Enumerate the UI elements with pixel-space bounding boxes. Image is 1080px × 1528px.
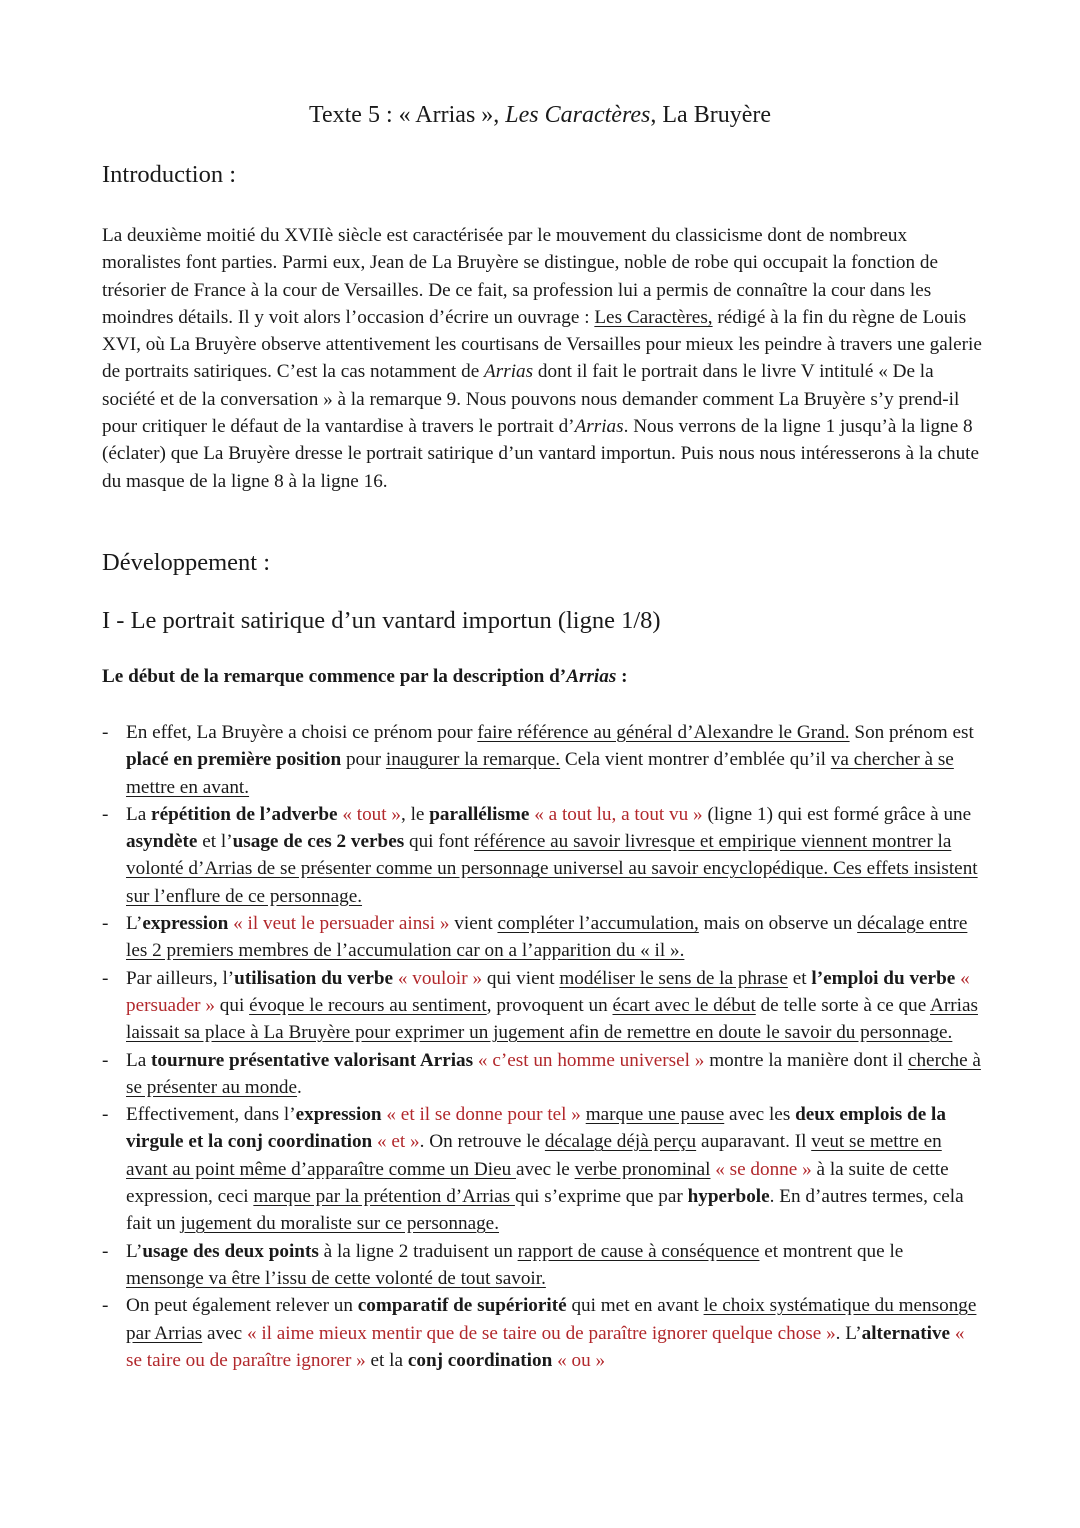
text-run: dont il fait le portrait dans le livre V intitulé « De la société et de la conversation » à la remarque 9. Nous pouvons nous demander comment La Bruyère s’y prend-il pour critiquer le défaut de la vantardise à travers le portrait d’ (102, 361, 960, 438)
underlined-text: modéliser le sens de la phrase (559, 967, 788, 989)
bold-term: utilisation du verbe (234, 967, 394, 989)
quotation-text: « persuader » (126, 967, 970, 1016)
bullet-text (126, 801, 982, 910)
text-run: L’ (126, 1240, 143, 1262)
text-run: . L’ (835, 1322, 862, 1344)
bullet-text (126, 1292, 982, 1374)
text-run: montre la manière dont il (704, 1049, 908, 1071)
introduction-paragraph (102, 222, 982, 495)
underlined-text: évoque le recours au sentiment (249, 994, 487, 1016)
subheading-italic-name: Arrias (566, 666, 617, 687)
underlined-text: marque par la prétention d’Arrias (253, 1186, 515, 1208)
bold-term: deux emplois de la virgule et la conj coordination (126, 1104, 946, 1153)
italic-text: Arrias (574, 416, 624, 438)
text-run: avec (202, 1322, 247, 1344)
bold-term: comparatif de supériorité (357, 1295, 567, 1317)
text-run: et (787, 967, 812, 989)
section-subheading (102, 666, 628, 688)
underlined-text: rapport de cause à conséquence (517, 1240, 760, 1262)
text-run: . (297, 1076, 302, 1098)
quotation-text: « et il se donne pour tel » (381, 1104, 581, 1126)
text-run: qui s’exprime que par (514, 1186, 688, 1208)
bullet-dash: - (102, 1104, 109, 1126)
bold-term: expression (295, 1104, 382, 1126)
underlined-text: jugement du moraliste sur ce personnage. (180, 1213, 499, 1235)
text-run: et montrent que le (759, 1240, 904, 1262)
text-run: . On retrouve le (419, 1131, 545, 1153)
bold-term: asyndète (126, 831, 198, 853)
bullet-dash: - (102, 1295, 109, 1317)
text-run: La deuxième moitié du XVIIè siècle est caractérisée par le mouvement du classicisme dont de nombreux moralistes font parties. Parmi eux, Jean de La Bruyère se distingue, noble de robe qui occupait la fonction de trésorier de France à la cour de Versailles. De ce fait, sa profession lui a permis de connaître la cour dans les moindres détails. Il y voit alors l’occasion d’écrire un ouvrage : (102, 225, 939, 328)
bullet-text (126, 965, 982, 1047)
bullet-item (102, 910, 982, 965)
bullet-item (102, 801, 982, 910)
introduction-heading: Introduction : (102, 161, 237, 188)
text-run: qui (214, 994, 250, 1016)
bold-term: usage des deux points (142, 1240, 319, 1262)
underlined-text: inaugurer la remarque. (385, 749, 561, 771)
text-run: à la ligne 2 traduisent un (318, 1240, 518, 1262)
text-run: avec le (516, 1158, 575, 1180)
text-run: auparavant. Il (696, 1131, 812, 1153)
underlined-text: le choix systématique du mensonge par Arrias (126, 1295, 977, 1344)
bullet-dash: - (102, 967, 109, 989)
bold-term: répétition de l’adverbe (151, 803, 338, 825)
underlined-text: compléter l’accumulation, (497, 913, 699, 935)
text-run: qui met en avant (566, 1295, 704, 1317)
text-run: , provoquent un (486, 994, 613, 1016)
bullet-text (126, 719, 982, 801)
quotation-text: « il veut le persuader ainsi » (228, 913, 450, 935)
text-run: à la suite de cette expression, ceci (126, 1158, 949, 1208)
quotation-text: « ou » (552, 1349, 606, 1371)
italic-text: Arrias (484, 361, 534, 383)
underlined-text: décalage déjà perçu (544, 1131, 697, 1153)
bullet-dash: - (102, 803, 109, 825)
bullet-text (126, 1238, 982, 1293)
text-run: pour (341, 749, 386, 771)
underlined-text: Arrias laissait sa place à La Bruyère pour exprimer un jugement afin de remettre en doute le savoir du personnage. (126, 994, 978, 1044)
bullet-dash: - (102, 1049, 109, 1071)
text-run: mais on observe un (698, 913, 858, 935)
bullet-item (102, 1101, 982, 1237)
bold-term: placé en première position (126, 749, 342, 771)
text-run: . Nous verrons de la ligne 1 jusqu’à la ligne 8 (éclater) que La Bruyère dresse le portrait satirique d’un vantard importun. Puis nous nous intéresserons à la chute du masque de la ligne 8 à la ligne 16. (102, 416, 980, 492)
part-one-heading: I - Le portrait satirique d’un vantard importun (ligne 1/8) (102, 607, 661, 634)
quotation-text: « se donne » (710, 1158, 812, 1180)
text-run: (ligne 1) qui est formé grâce à une (702, 803, 972, 825)
bullet-text (126, 910, 982, 965)
text-run: qui font (404, 831, 475, 853)
text-run: La (126, 803, 152, 825)
bullet-item (102, 719, 982, 801)
text-run: et la (365, 1349, 408, 1371)
underlined-text: écart avec le début (612, 994, 756, 1016)
bold-term: hyperbole (687, 1186, 770, 1208)
title-book-name: Les Caractères (505, 102, 651, 128)
text-run: Par ailleurs, l’ (126, 967, 235, 989)
text-run: qui vient (482, 967, 560, 989)
text-run: de telle sorte à ce que (755, 994, 930, 1016)
bullet-item (102, 965, 982, 1047)
quotation-text: « il aime mieux mentir que de se taire ou de paraître ignorer quelque chose » (246, 1322, 836, 1344)
text-run: et l’ (197, 831, 233, 853)
bullet-item (102, 1292, 982, 1374)
underlined-text: va chercher à se mettre en avant. (126, 749, 954, 798)
title-text: Texte 5 : « Arrias », (309, 102, 506, 128)
text-run: rédigé à la fin du règne de Louis XVI, où La Bruyère observe attentivement les courtisans de Versailles pour mieux les peindre à travers une galerie de portraits satiriques. C’est la cas notamment de (102, 306, 982, 383)
underlined-text: veut se mettre en avant au point même d’apparaître comme un Dieu (126, 1131, 942, 1180)
underlined-text: mensonge va être l’issu de cette volonté de tout savoir. (126, 1267, 546, 1289)
quotation-text: « a tout lu, a tout vu » (529, 803, 703, 825)
document-title (0, 102, 1080, 129)
text-run: avec les (724, 1104, 796, 1126)
subheading-text: Le début de la remarque commence par la description d’ (102, 666, 567, 687)
bold-term: alternative (861, 1322, 951, 1344)
underlined-text: cherche à se présenter au monde (126, 1049, 981, 1098)
bold-term: tournure présentative valorisant Arrias (151, 1049, 474, 1071)
text-run: Cela vient montrer d’emblée qu’il (560, 749, 831, 771)
underlined-text: faire référence au général d’Alexandre le Grand. (477, 722, 850, 743)
underlined-text: marque une pause (585, 1104, 725, 1126)
bold-term: conj coordination (407, 1349, 553, 1371)
bullet-item (102, 1047, 982, 1102)
bold-term: expression (142, 913, 229, 935)
bullet-text (126, 1101, 982, 1237)
text-run: L’ (126, 913, 143, 935)
bullet-text (126, 1047, 982, 1102)
bold-term: l’emploi du verbe (811, 967, 956, 989)
bold-term: parallélisme (429, 803, 530, 825)
text-run: . En d’autres termes, cela fait un (126, 1186, 964, 1235)
quotation-text: « tout » (337, 803, 401, 825)
quotation-text: « et » (372, 1131, 420, 1153)
text-run: La (126, 1049, 152, 1071)
text-run: vient (449, 913, 498, 935)
underlined-text: verbe pronominal (574, 1158, 711, 1180)
bullet-dash: - (102, 722, 109, 743)
quotation-text: « se taire ou de paraître ignorer » (126, 1322, 965, 1371)
quotation-text: « vouloir » (393, 967, 483, 989)
underlined-text: référence au savoir livresque et empirique viennent montrer la volonté d’Arrias de se présenter comme un personnage universel au savoir encyclopédique. Ces effets insistent sur l’enflure de ce personnage. (126, 831, 978, 907)
text-run: On peut également relever un (126, 1295, 358, 1317)
text-run: Son prénom est (849, 722, 974, 743)
bullet-item (102, 1238, 982, 1293)
bullet-list (102, 719, 982, 1374)
bold-term: usage de ces 2 verbes (232, 831, 405, 853)
text-run: En effet, La Bruyère a choisi ce prénom pour (126, 722, 478, 743)
text-run: , le (401, 803, 430, 825)
text-run: Effectivement, dans l’ (126, 1104, 296, 1126)
underlined-text: Les Caractères, (594, 306, 713, 328)
title-author: , La Bruyère (650, 102, 771, 128)
bullet-dash: - (102, 913, 109, 935)
underlined-text: décalage entre les 2 premiers membres de l’accumulation car on a l’apparition du « il ». (126, 913, 968, 962)
subheading-colon: : (616, 666, 628, 687)
bullet-dash: - (102, 1240, 109, 1262)
development-heading: Développement : (102, 549, 271, 576)
quotation-text: « c’est un homme universel » (473, 1049, 705, 1071)
